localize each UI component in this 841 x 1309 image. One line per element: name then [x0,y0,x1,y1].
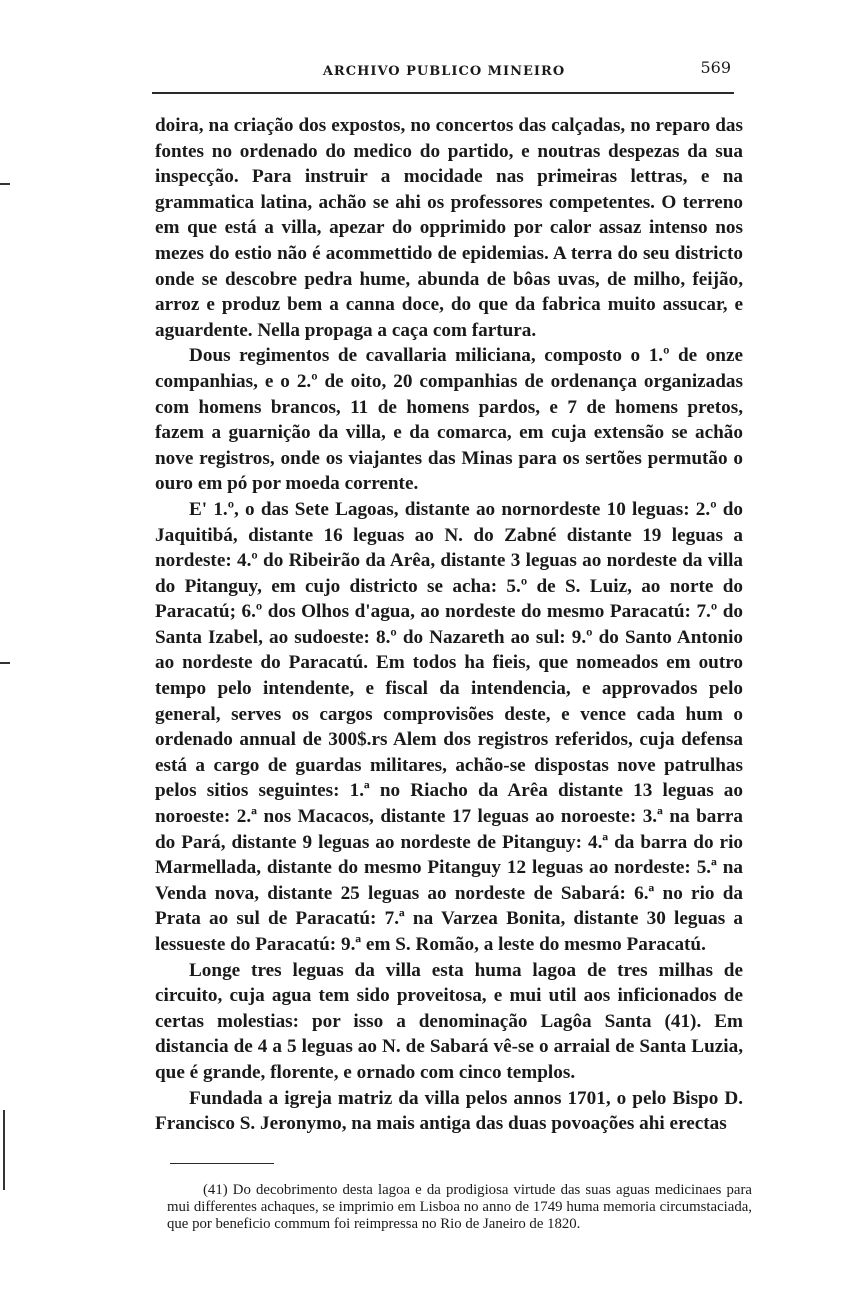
running-head-title: ARCHIVO PUBLICO MINEIRO [322,64,566,79]
edge-line [3,1110,5,1190]
margin-mark [0,662,10,664]
header-rule [152,92,734,94]
margin-mark [0,183,10,185]
footnote-text: (41) Do decobrimento desta lagoa e da prodigiosa virtude das suas aguas medicinaes para mui differentes achaques, se imprimio em Lisboa no anno de 1749 huma memoria circumstaciada, que por beneficio commum foi reimpressa no Rio de Janeiro de 1820. [167,1182,752,1232]
paragraph-2: Dous regimentos de cavallaria miliciana, composto o 1.º de onze companhias, e o 2.º de oito, 20 companhias de ordenança organizadas com homens brancos, 11 de homens pardos, e 7 de homens pretos, fazem a guarnição da villa, e da comarca, em cuja extensão se achão nove registros, onde os viajantes das Minas para os sertões permutão o ouro em pó por moeda corrente. [155,345,743,495]
body-text [155,113,743,1137]
paragraph-1: doira, na criação dos expostos, no concertos das calçadas, no reparo das fontes no ordenado do medico do partido, e noutras despezas da sua inspecção. Para instruir a mocidade nas primeiras lettras, e na grammatica latina, achão se ahi os professores competentes. O terreno em que está a villa, apezar do opprimido por calor assaz intenso nos mezes do estio não é acommettido de epidemias. A terra do seu districto onde se descobre pedra hume, abunda de bôas uvas, de milho, feijão, arroz e produz bem a canna doce, do que da fabrica muito assucar, e aguardente. Nella propaga a caça com fartura. [155,115,743,341]
page-number: 569 [700,58,731,77]
paragraph-3: E' 1.º, o das Sete Lagoas, distante ao nornordeste 10 leguas: 2.º do Jaquitibá, distante 16 leguas ao N. do Zabné distante 19 leguas a nordeste: 4.º do Ribeirão da Arêa, distante 3 leguas ao nordeste da villa do Pitanguy, em cujo districto se acha: 5.º de S. Luiz, ao norte do Paracatú; 6.º dos Olhos d'agua, ao nordeste do mesmo Paracatú: 7.º do Santa Izabel, ao sudoeste: 8.º do Nazareth ao sul: 9.º do Santo Antonio ao nordeste do Paracatú. Em todos ha fieis, que nomeados em outro tempo pelo intendente, e fiscal da intendencia, e approvados pelo general, serves os cargos comprovisões deste, e vence cada hum o ordenado annual de 300$.rs Alem dos registros referidos, cuja defensa está a cargo de guardas militares, achão-se dispostas nove patrulhas pelos sitios seguintes: 1.ª no Riacho da Arêa distante 13 leguas ao noroeste: 2.ª nos Macacos, distante 17 leguas ao noroeste: 3.ª na barra do Pará, distante 9 leguas ao nordeste de Pitanguy: 4.ª da barra do rio Marmellada, distante do mesmo Pitanguy 12 leguas ao nordeste: 5.ª na Venda nova, distante 25 leguas ao nordeste de Sabará: 6.ª no rio da Prata ao sul de Paracatú: 7.ª na Varzea Bonita, distante 30 leguas a lessueste do Paracatú: 9.ª em S. Romão, a leste do mesmo Paracatú. [155,498,743,955]
paragraph-5: Fundada a igreja matriz da villa pelos annos 1701, o pelo Bispo D. Francisco S. Jeronymo, na mais antiga das duas povoações ahi erectas [155,1087,743,1135]
footnote-rule [170,1163,274,1164]
running-head [155,58,733,88]
paragraph-4: Longe tres leguas da villa esta huma lagoa de tres milhas de circuito, cuja agua tem sido proveitosa, e mui util aos inficionados de certas molestias: por isso a denominação Lagôa Santa (41). Em distancia de 4 a 5 leguas ao N. de Sabará vê-se o arraial de Santa Luzia, que é grande, florente, e ornado com cinco templos. [155,959,743,1083]
footnote [167,1182,752,1233]
